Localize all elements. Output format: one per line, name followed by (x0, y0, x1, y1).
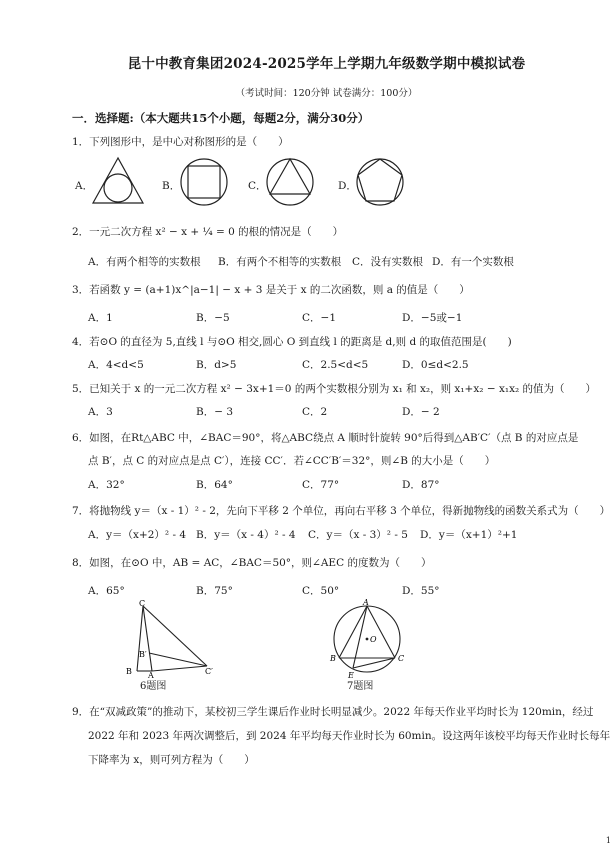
figure-7-circle-triangle (322, 596, 414, 684)
question-9-line-1: 9．在“双减政策”的推动下，某校初三学生课后作业时长明显减少。2022 年每天作业平均时长为 120min，经过 (72, 706, 594, 718)
q6-option-d: D．87° (402, 479, 440, 491)
q8-option-b: B．75° (196, 585, 233, 597)
q1-label-d: D． (338, 180, 357, 192)
q5-option-b: B．− 3 (196, 406, 234, 418)
q8-option-d: D．55° (402, 585, 440, 597)
q8-option-c: C．50° (302, 585, 340, 597)
question-2-stem: 2．一元二次方程 x² − x + ¼ = 0 的根的情况是（ ） (72, 226, 344, 238)
q1-figures (0, 150, 613, 216)
q3-option-c: C．−1 (302, 312, 337, 324)
q7-option-d: D．y＝（x+1）²+1 (420, 529, 518, 541)
q2-option-c: C．没有实数根 (352, 256, 424, 268)
figure-a-triangle-incircle (93, 158, 143, 203)
fig7-center-dot (366, 638, 369, 641)
q2-option-a: A．有两个相等的实数根 (88, 256, 201, 268)
figure-d-circle-pentagon (357, 159, 403, 205)
question-6-line-2: 点 B′，点 C 的对应点是点 C′），连接 CC′．若∠CC′B′＝32°，则∠B 的大小是（ ） (88, 455, 496, 467)
fig7-label-a: A (363, 598, 369, 607)
q1-label-a: A． (75, 180, 94, 192)
page-title: 昆十中教育集团2024-2025学年上学期九年级数学期中模拟试卷 (127, 56, 526, 72)
fig6-label-c: C (139, 599, 146, 608)
q2-option-d: D．有一个实数根 (432, 256, 514, 268)
fig7-label-b: B (330, 654, 336, 663)
figure-6-rotated-triangle (115, 598, 225, 693)
fig7-label-c: C (398, 654, 405, 663)
figure-6-caption: 6题图 (140, 681, 167, 692)
q6-option-b: B．64° (196, 479, 233, 491)
section-heading: 一．选择题:（本大题共15个小题，每题2分，满分30分） (72, 111, 370, 125)
q4-option-c: C．2.5<d<5 (302, 359, 369, 371)
fig7-label-e: E (348, 671, 354, 680)
question-4-stem: 4．若⊙O 的直径为 5,直线 l 与⊙O 相交,圆心 O 到直线 l 的距离是 d,则 d 的取值范围是( ) (72, 336, 512, 348)
figure-c-circle-triangle (267, 159, 313, 205)
fig6-label-a: A (148, 671, 154, 680)
page-number: 1 (605, 836, 611, 845)
q3-option-a: A．1 (88, 312, 113, 324)
question-7-stem: 7．将抛物线 y＝（x - 1）² - 2，先向下平移 2 个单位，再向右平移 3 个单位，得新抛物线的函数关系式为（ ） (72, 505, 611, 517)
fig6-label-c-prime: C′ (205, 667, 213, 676)
figure-7-caption: 7题图 (347, 681, 374, 692)
q6-option-c: C．77° (302, 479, 340, 491)
question-9-line-2: 2022 年和 2023 年两次调整后，到 2024 年平均每天作业时长为 60min。设这两年该校平均每天作业时长每年 (88, 730, 611, 742)
q5-option-a: A．3 (88, 406, 113, 418)
fig6-label-b-prime: B′ (139, 650, 147, 659)
q7-option-c: C．y＝（x - 3）² - 5 (308, 529, 408, 541)
q7-option-a: A．y＝（x+2）² - 4 (88, 529, 187, 541)
q4-option-b: B．d>5 (196, 359, 237, 371)
fig7-label-o: O (370, 635, 377, 644)
question-8-stem: 8．如图，在⊙O 中，AB = AC，∠BAC＝50°，则∠AEC 的度数为（ ） (72, 557, 432, 569)
q7-option-b: B．y＝（x - 4）² - 4 (196, 529, 296, 541)
q5-option-c: C．2 (302, 406, 328, 418)
question-6-line-1: 6．如图，在Rt△ABC 中，∠BAC＝90°，将△ABC绕点 A 顺时针旋转 90°后得到△AB′C′（点 B 的对应点是 (72, 432, 579, 444)
q5-option-d: D．− 2 (402, 406, 440, 418)
q2-option-b: B．有两个不相等的实数根 (218, 256, 342, 268)
exam-info: （考试时间：120分钟 试卷满分：100分） (235, 88, 418, 99)
question-3-stem: 3．若函数 y = (a+1)x^|a−1| − x + 3 是关于 x 的二次函数，则 a 的值是（ ） (72, 284, 470, 296)
question-9-line-3: 下降率为 x，则可列方程为（ ） (88, 754, 255, 766)
q3-option-b: B．−5 (196, 312, 230, 324)
figure-b-circle-square (181, 159, 227, 205)
fig6-label-b: B (126, 667, 132, 676)
question-1-stem: 1．下列图形中，是中心对称图形的是（ ） (72, 136, 289, 148)
q4-option-a: A．4<d<5 (88, 359, 144, 371)
q1-label-c: C． (248, 180, 267, 192)
q8-option-a: A．65° (88, 585, 125, 597)
question-5-stem: 5．已知关于 x 的一元二次方程 x² − 3x+1＝0 的两个实数根分别为 x₁ 和 x₂，则 x₁+x₂ − x₁x₂ 的值为（ ） (72, 383, 597, 395)
q4-option-d: D．0≤d<2.5 (402, 359, 469, 371)
q1-label-b: B． (162, 180, 181, 192)
q6-option-a: A．32° (88, 479, 125, 491)
q3-option-d: D．−5或−1 (402, 312, 463, 324)
